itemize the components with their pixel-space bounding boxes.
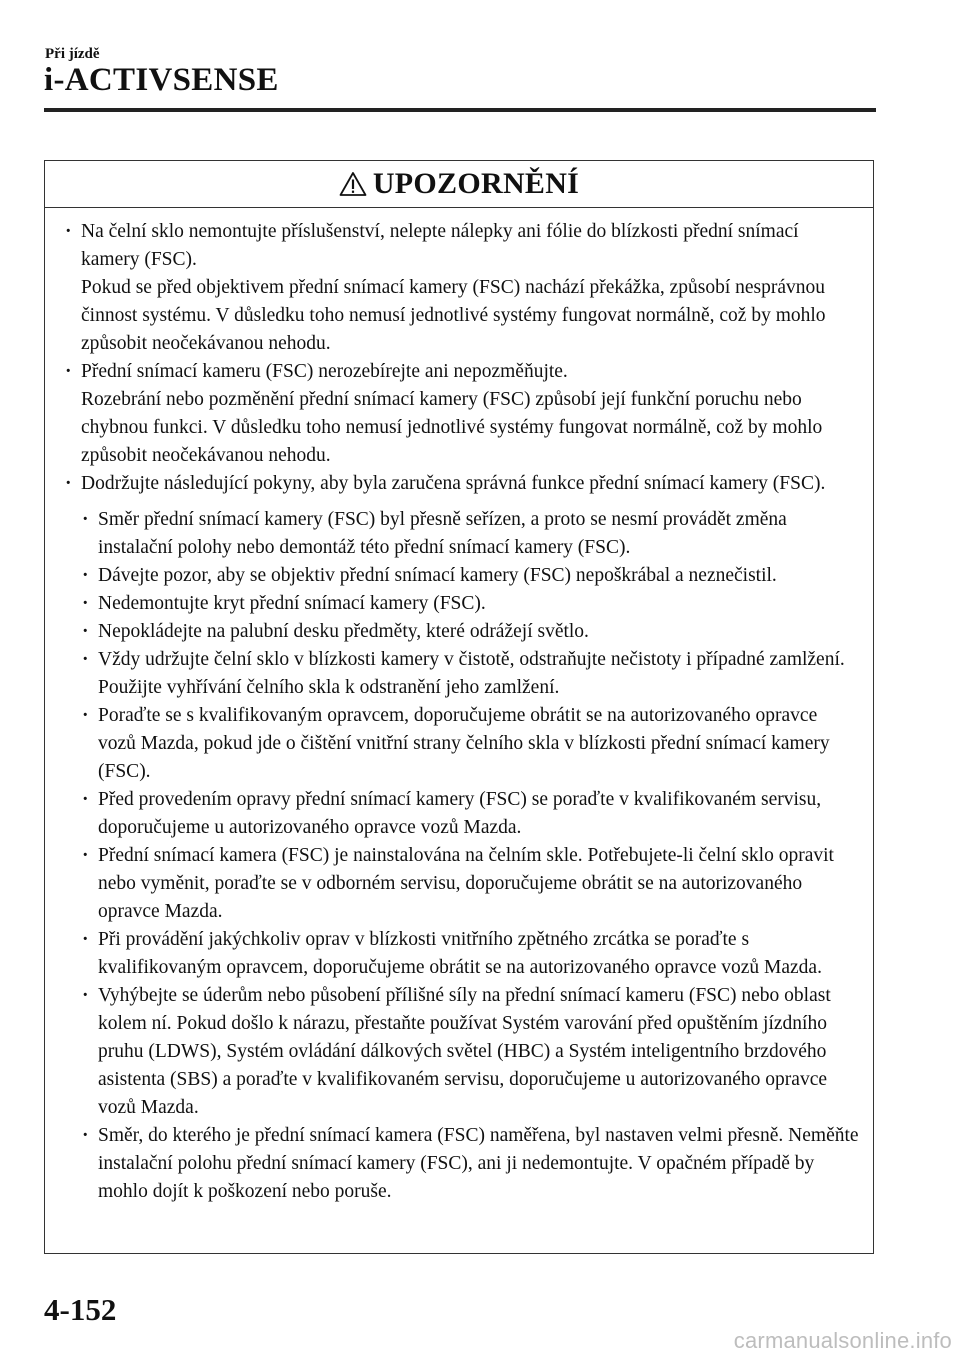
caution-subitem: [80, 646, 859, 702]
caution-paragraph: Na čelní sklo nemontujte příslušenství, nelepte nálepky ani fólie do blízkosti přední snímací kamery (FSC).: [81, 221, 799, 270]
caution-subitem-text: Směr přední snímací kamery (FSC) byl přesně seřízen, a proto se nesmí provádět změna instalační polohy nebo demontáž této přední snímací kamery (FSC).: [98, 509, 787, 558]
header-divider: [44, 108, 876, 112]
caution-subitem: [80, 562, 859, 590]
caution-list: [63, 218, 859, 498]
bullet-icon: ·: [82, 649, 89, 670]
caution-sublist: [80, 506, 859, 1206]
caution-subitem-text: Vyhýbejte se úderům nebo působení přílišné síly na přední snímací kameru (FSC) nebo oblast kolem ní. Pokud došlo k nárazu, přestaňte používat Systém varování před opuštěním jízdního pruhu (LDWS), Systém ovládání dálkových světel (HBC) a Systém inteligentního brzdového asistenta (SBS) a poraďte v kvalifikovaném servisu, doporučujeme u autorizovaného opravce vozů Mazda.: [98, 985, 831, 1118]
caution-subitem-text: Dávejte pozor, aby se objektiv přední snímací kamery (FSC) nepoškrábal a neznečistil.: [98, 565, 777, 586]
page-number: 4-152: [44, 1292, 117, 1327]
caution-content: [45, 208, 873, 1206]
caution-title: UPOZORNĚNÍ: [372, 167, 580, 200]
caution-subitem: [80, 926, 859, 982]
page-title: i-ACTIVSENSE: [44, 62, 279, 98]
caution-subitem-text: Před provedením opravy přední snímací kamery (FSC) se poraďte v kvalifikovaném servisu, doporučujeme u autorizovaného opravce vozů Mazda.: [98, 789, 822, 838]
caution-subitem-text: Vždy udržujte čelní sklo v blízkosti kamery v čistotě, odstraňujte nečistoty i případné zamlžení. Použijte vyhřívání čelního skla k odstranění jeho zamlžení.: [98, 649, 845, 698]
caution-subitem-text: Při provádění jakýchkoliv oprav v blízkosti vnitřního zpětného zrcátka se poraďte s kvalifikovaným opravcem, doporučujeme obrátit se na autorizovaného opravce vozů Mazda.: [98, 929, 822, 978]
caution-paragraph: Pokud se před objektivem přední snímací kamery (FSC) nachází překážka, způsobí nesprávnou činnost systému. V důsledku toho nemusí jednotlivé systémy fungovat normálně, což by mohlo způsobit neočekávanou nehodu.: [81, 277, 826, 354]
caution-subitem-text: Nepokládejte na palubní desku předměty, které odrážejí světlo.: [98, 621, 589, 642]
caution-subitem: [80, 506, 859, 562]
caution-subitem: [80, 618, 859, 646]
caution-subitem-text: Přední snímací kamera (FSC) je nainstalována na čelním skle. Potřebujete-li čelní sklo opravit nebo vyměnit, poraďte se v odborném servisu, doporučujeme obrátit se na autorizovaného opravce Mazda.: [98, 845, 834, 922]
watermark: carmanualsonline.info: [733, 1328, 952, 1353]
caution-paragraph: Přední snímací kameru (FSC) nerozebírejte ani nepozměňujte.: [81, 361, 568, 382]
bullet-icon: ·: [82, 705, 89, 726]
bullet-icon: ·: [82, 845, 89, 866]
caution-item: [63, 358, 859, 470]
bullet-icon: ·: [82, 789, 89, 810]
bullet-icon: ·: [65, 221, 72, 242]
bullet-icon: ·: [65, 473, 72, 494]
caution-header: [45, 161, 873, 208]
caution-item: [63, 218, 859, 358]
caution-subitem: [80, 702, 859, 786]
caution-item: [63, 470, 859, 498]
caution-subitem-text: Poraďte se s kvalifikovaným opravcem, doporučujeme obrátit se na autorizovaného opravce vozů Mazda, pokud jde o čištění vnitřní strany čelního skla v blízkosti přední snímací kamery (FSC).: [98, 705, 830, 782]
caution-subitem: [80, 842, 859, 926]
caution-subitem: [80, 982, 859, 1122]
caution-paragraph: Rozebrání nebo pozměnění přední snímací kamery (FSC) způsobí její funkční poruchu nebo chybnou funkci. V důsledku toho nemusí jednotlivé systémy fungovat normálně, což by mohlo způsobit neočekávanou nehodu.: [81, 389, 823, 466]
caution-paragraph: Dodržujte následující pokyny, aby byla zaručena správná funkce přední snímací kamery (FSC).: [81, 473, 826, 494]
bullet-icon: ·: [82, 985, 89, 1006]
bullet-icon: ·: [82, 509, 89, 530]
section-label: Při jízdě: [45, 46, 100, 62]
warning-triangle-icon: [339, 171, 367, 197]
bullet-icon: ·: [65, 361, 72, 382]
caution-subitem-text: Směr, do kterého je přední snímací kamera (FSC) naměřena, byl nastaven velmi přesně. Neměňte instalační polohu přední snímací kamery (FSC), ani ji nedemontujte. V opačném případě by mohlo dojít k poškození nebo poruše.: [98, 1125, 859, 1202]
bullet-icon: ·: [82, 593, 89, 614]
bullet-icon: ·: [82, 1125, 89, 1146]
caution-subitem-text: Nedemontujte kryt přední snímací kamery (FSC).: [98, 593, 486, 614]
caution-subitem: [80, 786, 859, 842]
bullet-icon: ·: [82, 621, 89, 642]
caution-subitem: [80, 1122, 859, 1206]
caution-box: [44, 160, 874, 1254]
bullet-icon: ·: [82, 565, 89, 586]
bullet-icon: ·: [82, 929, 89, 950]
caution-subitem: [80, 590, 859, 618]
